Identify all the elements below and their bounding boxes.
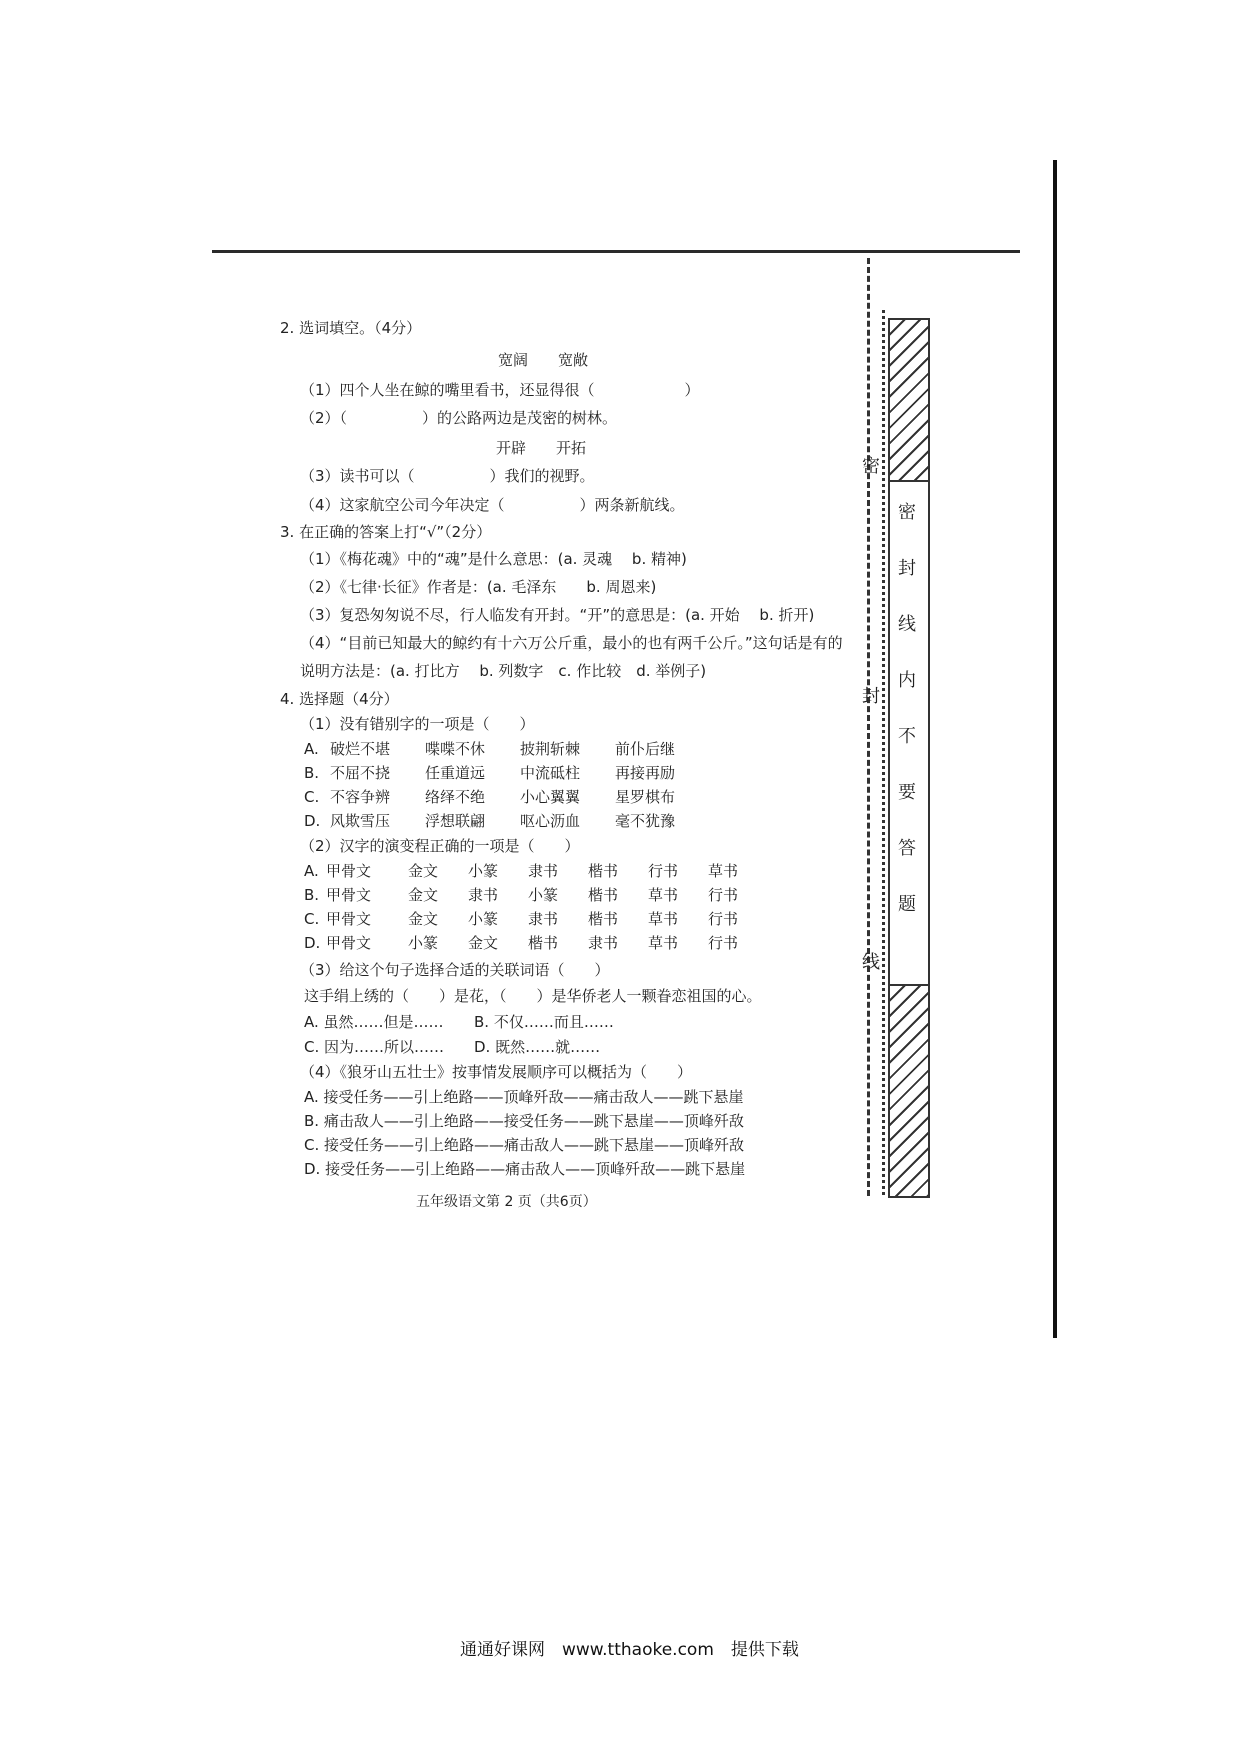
- q2-item-2: （2）（ ）的公路两边是茂密的树林。: [300, 409, 618, 427]
- seal-inner-char-4: 内: [898, 670, 916, 691]
- q2-item-3: （3）读书可以（ ）我们的视野。: [300, 467, 595, 485]
- seal-inner-char-3: 线: [898, 614, 916, 635]
- seal-inner-char-1: 密: [898, 502, 916, 523]
- q4-part-1-option-word: 再接再励: [615, 764, 676, 782]
- q4-part-2-option-script: 草书: [648, 886, 679, 904]
- q4-part-2-option-script: 隶书: [588, 934, 619, 952]
- q4-part-2-option-script: 行书: [708, 910, 739, 928]
- q4-part-2-option-script: 甲骨文: [326, 910, 372, 928]
- q4-part-3-option-c: C. 因为……所以……: [304, 1038, 445, 1056]
- q4-part-3-option-b: B. 不仅……而且……: [474, 1013, 614, 1031]
- q4-part-2-option-script: 小篆: [408, 934, 439, 952]
- q4-part-1-option-word: 喋喋不休: [425, 740, 486, 758]
- q4-part-1-option-word: 不容争辨: [330, 788, 391, 806]
- q3-item-4: （4）“目前已知最大的鲸约有十六万公斤重，最小的也有两千公斤。”这句话是有的: [300, 634, 843, 652]
- q4-part-1-option-letter: D.: [304, 812, 321, 830]
- q4-part-1-option-letter: A.: [304, 740, 319, 758]
- q4-part-2-option-script: 楷书: [528, 934, 559, 952]
- q4-part-2-option-script: 楷书: [588, 862, 619, 880]
- q4-title: 4. 选择题（4分）: [280, 690, 399, 708]
- q4-part-2-option-letter: B.: [304, 886, 320, 904]
- q3-title: 3. 在正确的答案上打“√”（2分）: [280, 523, 492, 541]
- q4-part-2-option-script: 行书: [648, 862, 679, 880]
- q4-part-2-option-script: 行书: [708, 886, 739, 904]
- q4-part-2-option-script: 甲骨文: [326, 862, 372, 880]
- q4-part-4-option-a: A. 接受任务——引上绝路——顶峰歼敌——痛击敌人——跳下悬崖: [304, 1088, 744, 1106]
- q4-part-1-option-word: 中流砥柱: [520, 764, 581, 782]
- q4-part-1-option-word: 披荆斩棘: [520, 740, 581, 758]
- seal-inner-char-8: 题: [898, 894, 916, 915]
- q4-part-4-option-c: C. 接受任务——引上绝路——痛击敌人——跳下悬崖——顶峰歼敌: [304, 1136, 745, 1154]
- top-border-line: [212, 250, 1020, 253]
- seal-hatch-top: [888, 318, 930, 482]
- q4-part-1-option-letter: B.: [304, 764, 320, 782]
- q4-part-1-option-word: 毫不犹豫: [615, 812, 676, 830]
- q4-part-1-option-word: 前仆后继: [615, 740, 676, 758]
- q4-part-1-option-word: 风欺雪压: [330, 812, 391, 830]
- q4-part-2-option-script: 甲骨文: [326, 886, 372, 904]
- seal-hatch-bottom: [888, 984, 930, 1198]
- q4-part-2-option-letter: D.: [304, 934, 321, 952]
- q4-part-2-option-script: 甲骨文: [326, 934, 372, 952]
- q4-part-1-option-word: 络绎不绝: [425, 788, 486, 806]
- q2-title: 2. 选词填空。（4分）: [280, 319, 422, 337]
- q4-part-2-option-letter: C.: [304, 910, 320, 928]
- q4-part-2-option-script: 隶书: [528, 910, 559, 928]
- q4-part-2-option-script: 行书: [708, 934, 739, 952]
- q2-word-pair-1: 宽阔 宽敞: [498, 351, 589, 369]
- q3-item-4-continued: 说明方法是：(a. 打比方 b. 列数字 c. 作比较 d. 举例子): [300, 662, 707, 680]
- q4-part-1-option-letter: C.: [304, 788, 320, 806]
- q4-part-1-option-word: 呕心沥血: [520, 812, 581, 830]
- q4-part-2-option-script: 草书: [708, 862, 739, 880]
- q4-part-3-option-a: A. 虽然……但是……: [304, 1013, 444, 1031]
- seal-inner-char-5: 不: [898, 726, 916, 747]
- q4-part-2-option-script: 隶书: [528, 862, 559, 880]
- q4-part-2-option-script: 金文: [468, 934, 499, 952]
- q4-part-3: （3）给这个句子选择合适的关联词语（ ）: [300, 961, 610, 979]
- page-footer: 五年级语文第 2 页（共6页）: [416, 1194, 597, 1210]
- q4-part-1-option-word: 破烂不堪: [330, 740, 391, 758]
- q4-part-4-option-d: D. 接受任务——引上绝路——痛击敌人——顶峰歼敌——跳下悬崖: [304, 1160, 746, 1178]
- seal-inner-char-2: 封: [898, 558, 916, 579]
- q4-part-3-sentence: 这手绢上绣的（ ）是花，（ ）是华侨老人一颗眷恋祖国的心。: [304, 987, 762, 1005]
- seal-dotted-line-left: [867, 258, 870, 1196]
- q4-part-3-option-d: D. 既然……就……: [474, 1038, 601, 1056]
- right-border-line: [1053, 160, 1057, 1338]
- q4-part-1-option-word: 小心翼翼: [520, 788, 581, 806]
- q4-part-2-option-script: 金文: [408, 886, 439, 904]
- q4-part-1-option-word: 星罗棋布: [615, 788, 676, 806]
- seal-outer-char-xian: 线: [862, 952, 880, 973]
- q4-part-1-option-word: 不屈不挠: [330, 764, 391, 782]
- q4-part-4-option-b: B. 痛击敌人——引上绝路——接受任务——跳下悬崖——顶峰歼敌: [304, 1112, 744, 1130]
- seal-inner-char-7: 答: [898, 838, 916, 859]
- q4-part-1-option-word: 任重道远: [425, 764, 486, 782]
- q4-part-1-option-word: 浮想联翩: [425, 812, 486, 830]
- q4-part-4: （4）《狼牙山五壮士》按事情发展顺序可以概括为（ ）: [300, 1063, 693, 1081]
- q4-part-2-option-script: 隶书: [468, 886, 499, 904]
- q3-item-3: （3）复恐匆匆说不尽，行人临发有开封。“开”的意思是：(a. 开始 b. 折开): [300, 606, 815, 624]
- q4-part-2-option-script: 金文: [408, 862, 439, 880]
- q3-item-1: （1）《梅花魂》中的“魂”是什么意思：(a. 灵魂 b. 精神): [300, 550, 687, 568]
- q2-item-1: （1）四个人坐在鲸的嘴里看书，还显得很（ ）: [300, 381, 700, 399]
- q4-part-2-option-script: 小篆: [468, 910, 499, 928]
- site-watermark[interactable]: 通通好课网 www.tthaoke.com 提供下载: [460, 1640, 799, 1660]
- q4-part-2-option-script: 草书: [648, 934, 679, 952]
- seal-outer-char-feng: 封: [862, 686, 880, 707]
- q4-part-2-option-script: 小篆: [468, 862, 499, 880]
- q2-item-4: （4）这家航空公司今年决定（ ）两条新航线。: [300, 496, 685, 514]
- q3-item-2: （2）《七律·长征》作者是：(a. 毛泽东 b. 周恩来): [300, 578, 657, 596]
- q4-part-2-option-script: 楷书: [588, 886, 619, 904]
- seal-outer-char-mi: 密: [862, 456, 880, 477]
- q4-part-2: （2）汉字的演变程正确的一项是（ ）: [300, 837, 580, 855]
- q4-part-2-option-letter: A.: [304, 862, 319, 880]
- q4-part-1: （1）没有错别字的一项是（ ）: [300, 715, 535, 733]
- q4-part-2-option-script: 金文: [408, 910, 439, 928]
- seal-inner-char-6: 要: [898, 782, 916, 803]
- q4-part-2-option-script: 小篆: [528, 886, 559, 904]
- q4-part-2-option-script: 楷书: [588, 910, 619, 928]
- seal-dotted-line-right: [882, 310, 885, 1195]
- q4-part-2-option-script: 草书: [648, 910, 679, 928]
- q2-word-pair-2: 开辟 开拓: [496, 439, 587, 457]
